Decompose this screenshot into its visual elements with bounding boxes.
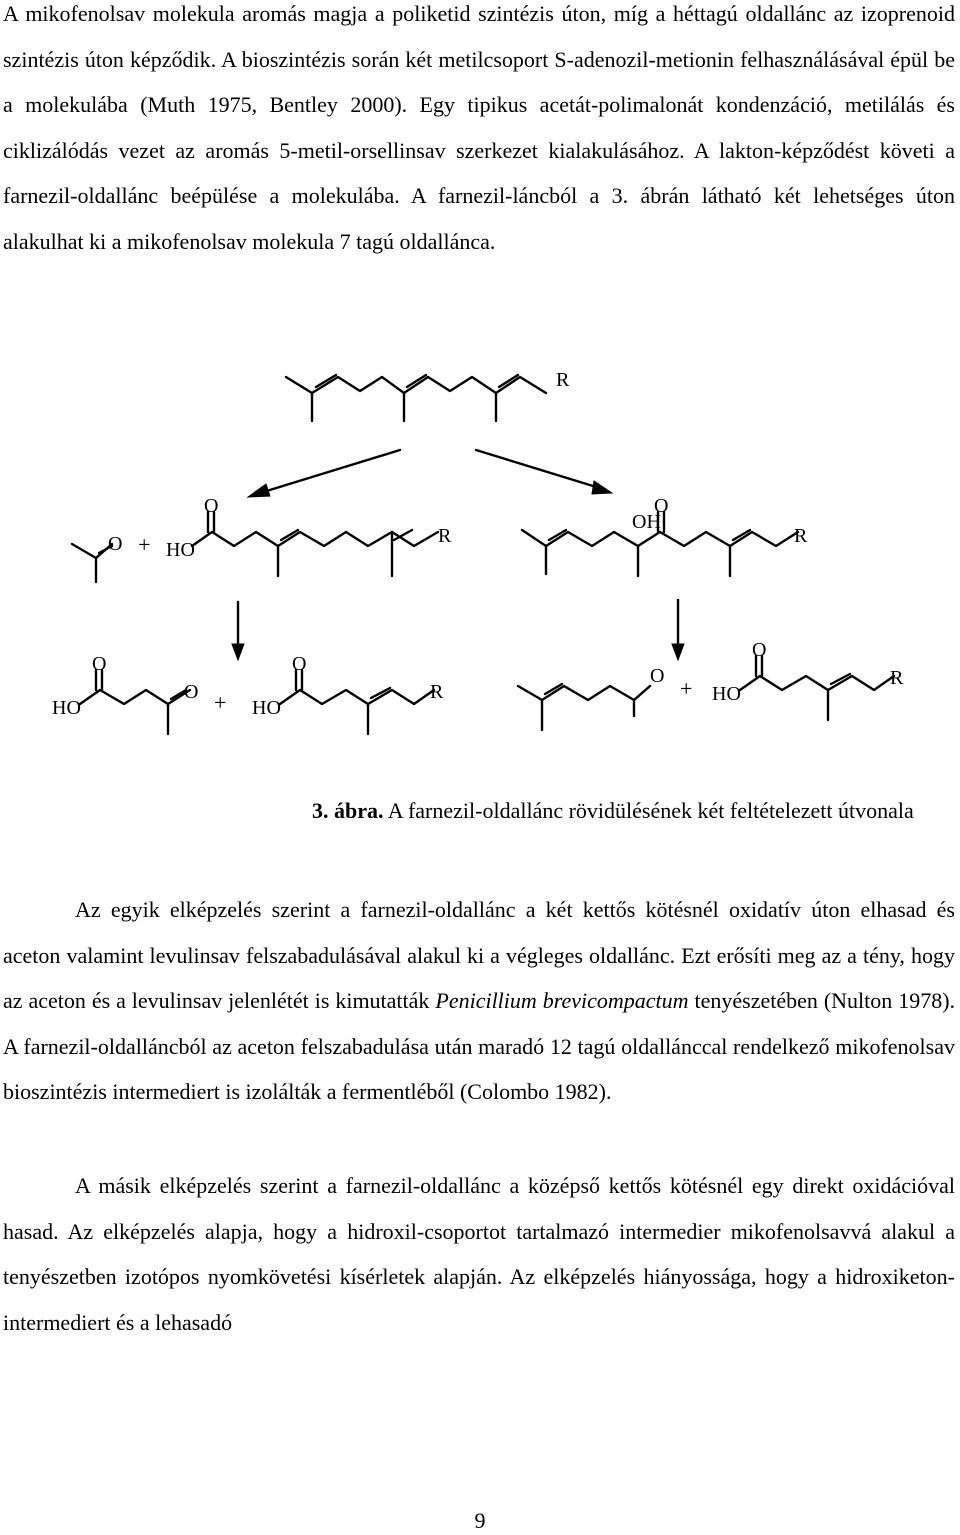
label-o-hydroxyketone: O <box>654 495 669 517</box>
c12-acid-chain <box>192 532 438 546</box>
farnesyl-chain <box>286 377 546 393</box>
paragraph-route-1 <box>3 887 955 1115</box>
figure-caption <box>312 798 914 824</box>
label-o-c7-right: O <box>752 639 767 661</box>
label-plus-2: + <box>214 690 227 715</box>
label-o-levulinic-1: O <box>92 653 107 675</box>
label-o-c7: O <box>292 653 307 675</box>
label-o-c12: O <box>204 495 219 517</box>
caption-label: 3. ábra. <box>312 798 384 823</box>
label-oh-hydroxyketone: OH <box>632 511 661 533</box>
label-ho-c7: HO <box>252 697 281 719</box>
label-o-methylheptenone: O <box>650 665 665 687</box>
label-o-levulinic-2: O <box>184 681 199 703</box>
page-number: 9 <box>474 1508 486 1533</box>
label-r-hydroxyketone: R <box>794 525 808 547</box>
label-plus-1: + <box>138 532 151 557</box>
arrow-left-route <box>260 450 400 493</box>
label-ho-c7-right: HO <box>712 683 741 705</box>
methylheptenone-chain <box>518 686 650 700</box>
paragraph-route-2: A másik elképzelés szerint a farnezil-oldallánc a középső kettős kötésnél egy direkt oxidációval hasad. Az elképzelés alapja, hogy a hidroxil-csoportot tartalmazó intermedier mikofenolsavvá alakul a tenyészetben izotópos nyomkövetési kísérletek alapján. Az elképzelés hiányossága, hogy a hidroxiketon-intermediert és a lehasadó <box>3 1173 955 1335</box>
arrow-down-left-head <box>232 644 244 660</box>
figure-3-reaction-scheme <box>0 340 960 760</box>
label-ho-levulinic: HO <box>52 697 81 719</box>
paragraph-route-1-b: tenyészetében (Nulton 1978). A farnezil-oldalláncból az aceton felszabadulása után maradó 12 tagú oldallánccal rendelkező mikofenolsav bioszintézis intermediert is izolálták a fermentléből (Colombo 1982). <box>3 988 956 1105</box>
caption-text: A farnezil-oldallánc rövidülésének két feltételezett útvonala <box>387 798 914 823</box>
label-r-c12: R <box>438 525 452 547</box>
paragraph-intro: A mikofenolsav molekula aromás magja a poliketid szintézis úton, míg a héttagú oldallánc az izoprenoid szintézis úton képződik. A bioszintézis során két metilcsoport S-adenozil-metionin felhasználásával épül be a molekulába (Muth 1975, Bentley 2000). Egy tipikus acetát-polimalonát kondenzáció, metilálás és ciklizálódás vezet az aromás 5-metil-orsellinsav szerkezet kialakulásához. A lakton-képződést követi a farnezil-oldallánc beépülése a molekulába. A farnezil-láncból a 3. ábrán látható két lehetséges úton alakulhat ki a mikofenolsav molekula 7 tagú oldallánca. <box>3 1 955 254</box>
c7-acid-chain <box>280 690 434 704</box>
label-r-top: R <box>556 369 570 391</box>
c7-acid-right-chain <box>740 676 894 690</box>
label-plus-3: + <box>680 676 693 701</box>
arrow-right-route <box>476 450 606 490</box>
label-r-c7-right: R <box>890 667 904 689</box>
acetone-skeleton <box>72 544 112 558</box>
arrow-right-head <box>592 481 612 494</box>
label-o-acetone: O <box>108 533 123 555</box>
arrow-left-head <box>248 484 270 497</box>
arrow-down-right-head <box>672 644 684 660</box>
paragraph-route-1-a: Az egyik elképzelés szerint a farnezil-oldallánc a két kettős kötésnél oxidatív úton elhasad és aceton valamint levulinsav felszabadulásával alakul ki a végleges oldallánc. Ezt erősíti meg az a tény, hogy az aceton és a levulinsav jelenlétét is kimutatták <box>3 897 955 1014</box>
label-r-c7: R <box>430 681 444 703</box>
label-ho-c12: HO <box>166 539 195 561</box>
species-name: Penicillium brevicompactum <box>435 988 689 1014</box>
